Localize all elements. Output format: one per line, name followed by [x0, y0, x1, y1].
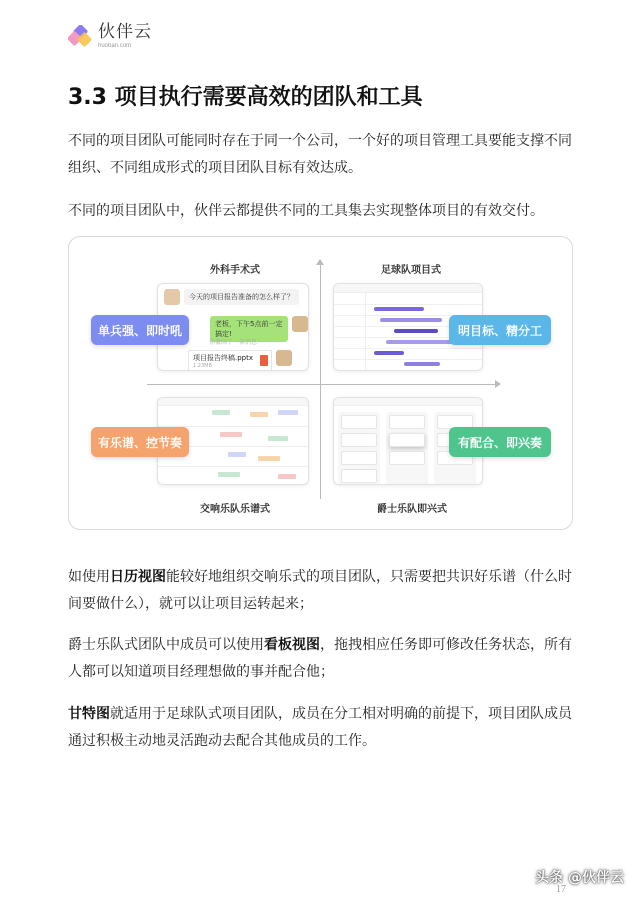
pill-clear-goals: 明目标、精分工 — [449, 315, 551, 345]
gantt-row-line — [334, 304, 482, 305]
calendar-week-line — [158, 466, 308, 467]
gantt-bar — [374, 307, 424, 311]
kanban-card — [341, 415, 377, 429]
kanban-column — [386, 412, 428, 485]
kanban-card — [389, 415, 425, 429]
avatar — [292, 316, 308, 332]
pill-score: 有乐谱、控节奏 — [91, 427, 189, 457]
paragraph-gantt — [68, 701, 573, 755]
file-card — [188, 350, 272, 371]
kanban-card — [341, 469, 377, 483]
brand-logo — [68, 24, 152, 49]
vertical-axis — [320, 263, 321, 499]
logo-domain: huoban.com — [98, 43, 132, 49]
quadrant-title-symphony: 交响乐队乐谱式 — [200, 504, 270, 515]
quadrant-title-jazz: 爵士乐队即兴式 — [377, 504, 447, 515]
gantt-bar — [380, 318, 442, 322]
avatar — [164, 289, 180, 305]
page-number: 17 — [556, 884, 566, 895]
calendar-event — [212, 410, 230, 415]
horizontal-axis — [147, 384, 499, 385]
chat-file-message — [188, 350, 292, 371]
kanban-header — [334, 398, 482, 406]
pptx-file-icon — [260, 355, 268, 366]
quadrant-title-football: 足球队项目式 — [381, 265, 441, 276]
calendar-event — [278, 410, 298, 415]
calendar-event — [218, 472, 240, 477]
file-size: 1.23MB — [193, 363, 212, 369]
chat-bubble: 今天的项目报告准备的怎么样了？ — [184, 289, 299, 305]
calendar-event — [220, 432, 242, 437]
kanban-card-dragging — [389, 433, 425, 447]
calendar-event — [250, 412, 268, 417]
logo-name: 伙伴云 — [98, 22, 152, 42]
kanban-column — [338, 412, 380, 485]
bold-term-gantt: 甘特图 — [68, 706, 110, 722]
chat-bubble-reply: 老板，下午5点前一定搞定! — [210, 316, 288, 342]
source-watermark: 头条 @伙伴云 — [535, 870, 624, 886]
calendar-event — [258, 456, 280, 461]
calendar-event — [278, 474, 296, 479]
calendar-event — [268, 436, 288, 441]
text-span: 能较好地组织交响乐式的项目团队，只需要把共识好乐谱（什么时间要做什么），就可以让项目运转起来； — [68, 569, 572, 612]
avatar — [276, 350, 292, 366]
section-heading: 3.3 项目执行需要高效的团队和工具 — [68, 85, 423, 110]
axis-arrow-right — [495, 380, 501, 388]
paragraph-kanban — [68, 632, 573, 686]
paragraph-calendar — [68, 564, 573, 618]
logo-icon — [68, 25, 92, 49]
chat-message-incoming — [164, 289, 299, 305]
kanban-card — [389, 451, 425, 465]
bold-term-kanban: 看板视图 — [264, 637, 320, 653]
paragraph-intro: 不同的项目团队可能同时存在于同一个公司，一个好的项目管理工具要能支撑不同组织、不同组成形式的项目团队目标有效达成。 — [68, 133, 572, 176]
kanban-card — [341, 433, 377, 447]
gantt-toolbar — [334, 284, 482, 293]
gantt-bar — [374, 351, 404, 355]
paragraph-toolset: 不同的项目团队中，伙伴云都提供不同的工具集去实现整体项目的有效交付。 — [68, 203, 544, 219]
gantt-row-line — [334, 348, 482, 349]
calendar-header — [158, 398, 308, 406]
axis-arrow-up — [316, 259, 324, 265]
text-span: 如使用 — [68, 569, 110, 585]
text-span: ，拖拽相应任务即可修改任务状态，所有人都可以知道项目经理想做的事并配合他； — [68, 637, 572, 680]
chat-system-note: 你撤回了一条消息 — [208, 339, 257, 346]
quadrant-title-surgery: 外科手术式 — [210, 265, 260, 276]
gantt-bar — [386, 340, 456, 344]
team-types-figure — [68, 236, 573, 530]
pill-solo: 单兵强、即时吼 — [91, 315, 189, 345]
pill-improvise: 有配合、即兴奏 — [449, 427, 551, 457]
text-span: 爵士乐队式团队中成员可以使用 — [68, 637, 264, 653]
calendar-event — [228, 452, 246, 457]
gantt-row-line — [334, 359, 482, 360]
gantt-bar — [394, 329, 438, 333]
kanban-card — [341, 451, 377, 465]
file-name: 项目报告终稿.pptx — [193, 354, 253, 362]
text-span: 就适用于足球队式项目团队，成员在分工相对明确的前提下，项目团队成员通过积极主动地灵活跑动去配合其他成员的工作。 — [68, 706, 572, 749]
bold-term-calendar: 日历视图 — [110, 569, 166, 585]
gantt-bar — [404, 362, 440, 366]
